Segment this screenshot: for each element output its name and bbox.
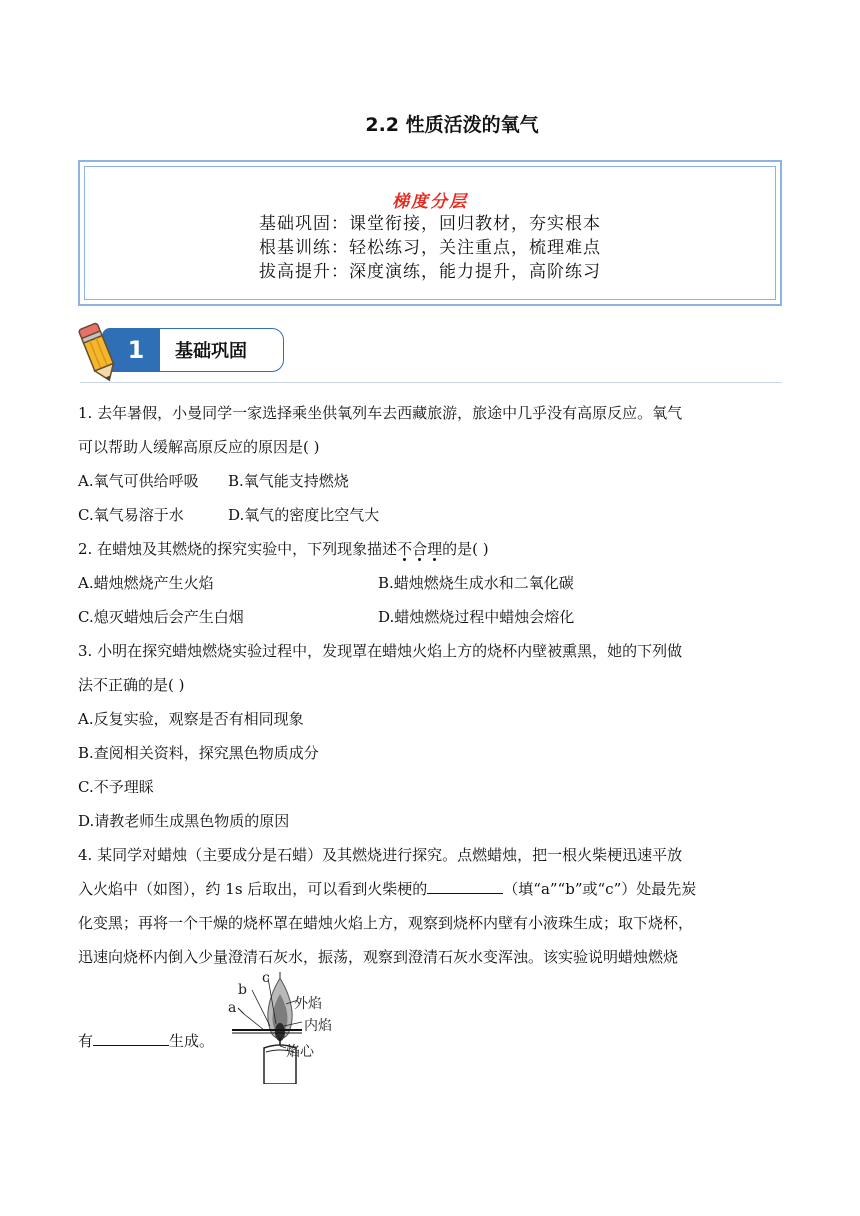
q2-stem-pre: 2. 在蜡烛及其燃烧的探究实验中，下列现象描述 <box>78 540 398 558</box>
q2-option-a: A.蜡烛燃烧产生火焰 <box>78 574 214 592</box>
q1-option-d: D.氧气的密度比空气大 <box>228 506 380 524</box>
q3-option-c: C.不予理睬 <box>78 778 154 796</box>
label-inner-flame: 内焰 <box>304 1018 332 1034</box>
q3-option-d: D.请教老师生成黑色物质的原因 <box>78 812 290 830</box>
q3-option-b: B.查阅相关资料，探究黑色物质成分 <box>78 744 319 762</box>
q4-line5-pre: 有 <box>78 1032 94 1050</box>
tier-line-basic: 基础巩固：课堂衔接，回归教材，夯实根本 <box>259 214 601 234</box>
tier-info-box <box>78 160 782 306</box>
tier-heading: 梯度分层 <box>392 192 468 212</box>
candle-flame-figure <box>222 968 352 1084</box>
label-flame-core: 焰心 <box>286 1044 314 1060</box>
label-a: a <box>228 1000 237 1016</box>
q2-stem-post: 的是( ) <box>442 540 489 558</box>
pencil-icon <box>76 318 122 386</box>
q2-option-d: D.蜡烛燃烧过程中蜡烛会熔化 <box>378 608 575 626</box>
q2-emphasis-2: 合 <box>412 540 428 558</box>
q1-option-b: B.氧气能支持燃烧 <box>228 472 349 490</box>
q4-line2-pre: 入火焰中（如图），约 1s 后取出，可以看到火柴梗的 <box>78 880 428 898</box>
q4-stem-line3: 化变黑；再将一个干燥的烧杯罩在蜡烛火焰上方，观察到烧杯内壁有小液珠生成；取下烧杯， <box>78 914 694 932</box>
page-title: 2.2 性质活泼的氧气 <box>365 114 539 136</box>
section-label <box>154 328 284 372</box>
q4-line5-post: 生成。 <box>169 1032 215 1050</box>
tier-info-inner <box>84 166 776 300</box>
q1-option-a: A.氧气可供给呼吸 <box>78 472 199 490</box>
q2-emphasis-3: 理 <box>427 540 443 558</box>
q4-stem-line5 <box>78 1024 214 1058</box>
q1-stem-line1: 1. 去年暑假，小曼同学一家选择乘坐供氧列车去西藏旅游，旅途中几乎没有高原反应。氧气 <box>78 404 683 422</box>
q4-stem-line4: 迅速向烧杯内倒入少量澄清石灰水，振荡，观察到澄清石灰水变浑浊。该实验说明蜡烛燃烧 <box>78 948 679 966</box>
q3-stem-line1: 3. 小明在探究蜡烛燃烧实验过程中，发现罩在蜡烛火焰上方的烧杯内壁被熏黑，她的下列做 <box>78 642 683 660</box>
section-divider <box>80 382 782 383</box>
q4-stem-line1: 4. 某同学对蜡烛（主要成分是石蜡）及其燃烧进行探究。点燃蜡烛，把一根火柴梗迅速平放 <box>78 846 683 864</box>
label-outer-flame: 外焰 <box>294 996 322 1012</box>
section-number: 1 <box>127 336 145 364</box>
q2-emphasis-1: 不 <box>397 540 413 558</box>
q1-option-c: C.氧气易溶于水 <box>78 506 184 524</box>
q1-stem-line2: 可以帮助人缓解高原反应的原因是( ) <box>78 438 320 456</box>
tier-line-foundation: 根基训练：轻松练习，关注重点，梳理难点 <box>259 238 601 258</box>
q4-line2-post: （填“a”“b”或“c”）处最先炭 <box>503 880 697 898</box>
label-b: b <box>238 982 247 998</box>
q2-stem <box>78 532 489 566</box>
tier-line-advanced: 拔高提升：深度演练，能力提升，高阶练习 <box>259 262 601 282</box>
q3-stem-line2: 法不正确的是( ) <box>78 676 185 694</box>
q2-option-c: C.熄灭蜡烛后会产生白烟 <box>78 608 244 626</box>
section-label-text: 基础巩固 <box>175 341 247 362</box>
q4-answer-blank-2[interactable] <box>93 1029 169 1046</box>
q4-stem-line2 <box>78 872 696 906</box>
q2-option-b: B.蜡烛燃烧生成水和二氧化碳 <box>378 574 574 592</box>
q3-option-a: A.反复实验，观察是否有相同现象 <box>78 710 304 728</box>
section-header <box>72 316 792 386</box>
label-c: c <box>262 970 270 986</box>
q4-answer-blank-1[interactable] <box>427 877 503 894</box>
